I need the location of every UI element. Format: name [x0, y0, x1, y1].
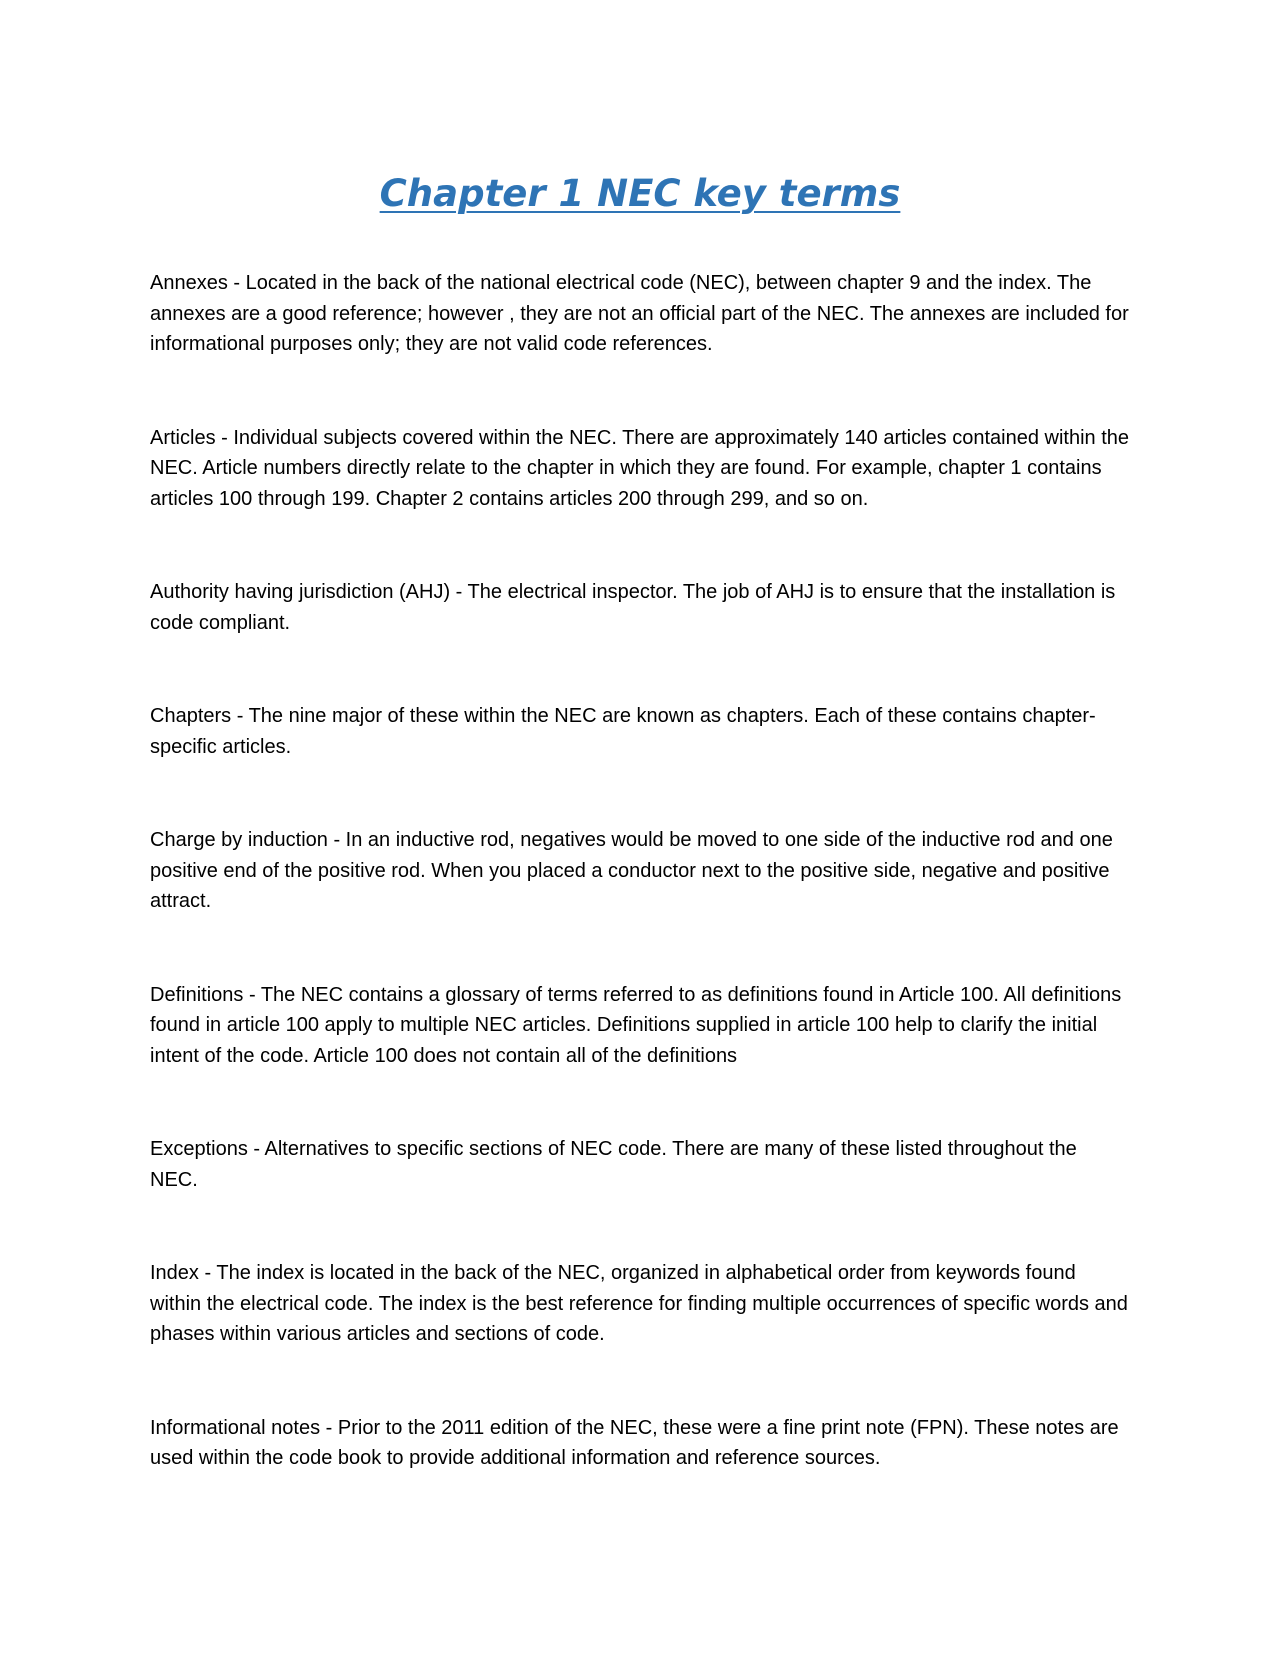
term-description: The electrical inspector. The job of AHJ is to ensure that the installation is code compliant. — [150, 581, 1116, 634]
term-entry-exceptions — [150, 1134, 1130, 1195]
term-entry-informational-notes — [150, 1413, 1130, 1474]
term-description: The index is located in the back of the NEC, organized in alphabetical order from keywords found within the electrical code. The index is the best reference for finding multiple occurrences of specific words and phases within various articles and sections of code. — [150, 1262, 1128, 1345]
term-separator: - — [231, 705, 249, 727]
term-separator: - — [327, 829, 346, 851]
term-label: Index — [150, 1262, 199, 1284]
term-separator: - — [450, 581, 468, 603]
term-separator: - — [198, 1262, 217, 1284]
term-label: Articles — [150, 426, 216, 449]
term-entry-annexes — [150, 268, 1130, 360]
term-entry-ahj — [150, 577, 1130, 638]
term-description: Alternatives to specific sections of NEC code. There are many of these listed throughout the NEC. — [150, 1138, 1077, 1191]
term-entry-chapters — [150, 701, 1130, 762]
term-description: Prior to the 2011 edition of the NEC, these were a fine print note (FPN). These notes are used within the code book to provide additional information and reference sources. — [150, 1416, 1119, 1469]
term-description: Individual subjects covered within the NEC. There are approximately 140 articles contained within the NEC. Article numbers directly relate to the chapter in which they are found. For example, chapter 1 contains articles 100 through 199. Chapter 2 contains articles 200 through 299, and so on. — [150, 426, 1130, 510]
term-label: Informational notes — [150, 1416, 321, 1439]
term-separator: - — [215, 426, 234, 449]
term-label: Authority having jurisdiction (AHJ) — [150, 581, 451, 603]
term-entry-articles — [150, 423, 1130, 515]
term-separator: - — [320, 1416, 338, 1439]
term-label: Charge by induction — [150, 829, 328, 851]
page-title: Chapter 1 NEC key terms — [379, 172, 901, 215]
term-separator: - — [243, 983, 261, 1006]
term-description: In an inductive rod, negatives would be moved to one side of the inductive rod and one positive end of the positive rod. When you placed a conductor next to the positive side, negative and positive attract. — [150, 829, 1113, 912]
term-separator: - — [227, 272, 246, 294]
term-separator: - — [247, 1138, 265, 1160]
term-description: Located in the back of the national electrical code (NEC), between chapter 9 and the index. The annexes are a good reference; however , they are not an official part of the NEC. The annexes are included for informational purposes only; they are not valid code references. — [150, 272, 1129, 355]
term-description: The nine major of these within the NEC are known as chapters. Each of these contains chapter-specific articles. — [150, 705, 1096, 758]
term-label: Definitions — [150, 983, 244, 1006]
term-description: The NEC contains a glossary of terms referred to as definitions found in Article 100. All definitions found in article 100 apply to multiple NEC articles. Definitions supplied in article 100 help to clarify the initial intent of the code. Article 100 does not contain all of the definitions — [150, 983, 1122, 1067]
term-label: Chapters — [150, 705, 232, 727]
term-entry-charge-by-induction — [150, 825, 1130, 917]
term-entry-definitions — [150, 980, 1130, 1072]
term-label: Exceptions — [150, 1138, 248, 1160]
term-label: Annexes — [150, 272, 228, 294]
term-entry-index — [150, 1258, 1130, 1350]
key-terms-list — [150, 268, 1130, 1474]
